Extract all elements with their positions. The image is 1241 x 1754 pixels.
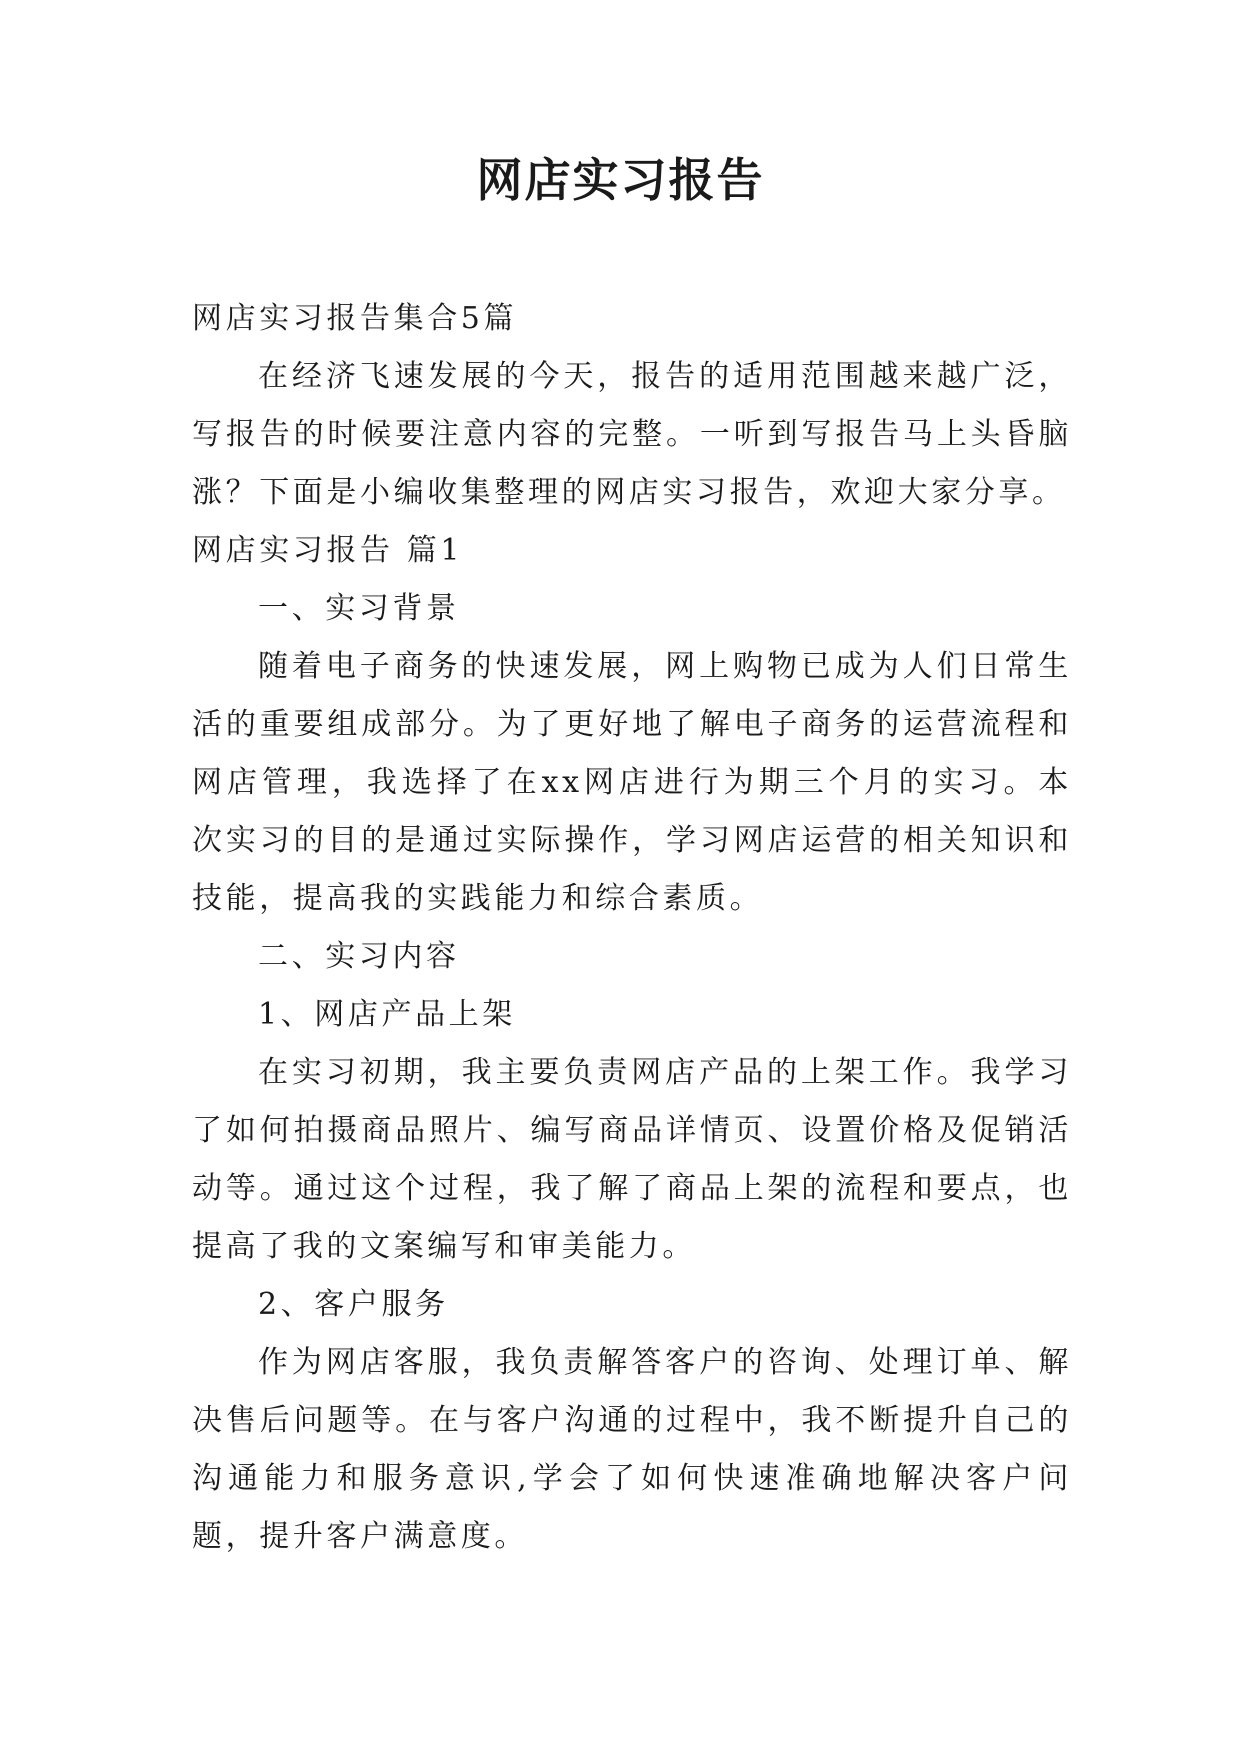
paragraph: 二、实习内容 xyxy=(258,939,460,974)
paragraph: 作为网店客服，我负责解答客户的咨询、处理订单、解决售后问题等。在与客户沟通的过程中，我不断提升自己的沟通能力和服务意识,学会了如何快速准确地解决客户问题，提升客户满意度。 xyxy=(192,1345,1072,1554)
paragraph: 网店实习报告 篇1 xyxy=(192,533,464,568)
paragraph: 网店实习报告集合5篇 xyxy=(192,301,518,336)
paragraph: 在经济飞速发展的今天，报告的适用范围越来越广泛，写报告的时候要注意内容的完整。一听到写报告马上头昏脑涨？下面是小编收集整理的网店实习报告，欢迎大家分享。 xyxy=(192,359,1072,510)
paragraph: 随着电子商务的快速发展，网上购物已成为人们日常生活的重要组成部分。为了更好地了解电子商务的运营流程和网店管理，我选择了在xx网店进行为期三个月的实习。本次实习的目的是通过实际操作，学习网店运营的相关知识和技能，提高我的实践能力和综合素质。 xyxy=(192,649,1072,916)
paragraph: 2、客户服务 xyxy=(258,1287,449,1322)
document-title: 网店实习报告 xyxy=(476,153,765,207)
paragraph: 在实习初期，我主要负责网店产品的上架工作。我学习了如何拍摄商品照片、编写商品详情页、设置价格及促销活动等。通过这个过程，我了解了商品上架的流程和要点，也提高了我的文案编写和审美能力。 xyxy=(192,1055,1072,1264)
document-body xyxy=(192,290,1072,1566)
paragraph: 1、网店产品上架 xyxy=(258,997,516,1032)
paragraph: 一、实习背景 xyxy=(258,591,460,626)
